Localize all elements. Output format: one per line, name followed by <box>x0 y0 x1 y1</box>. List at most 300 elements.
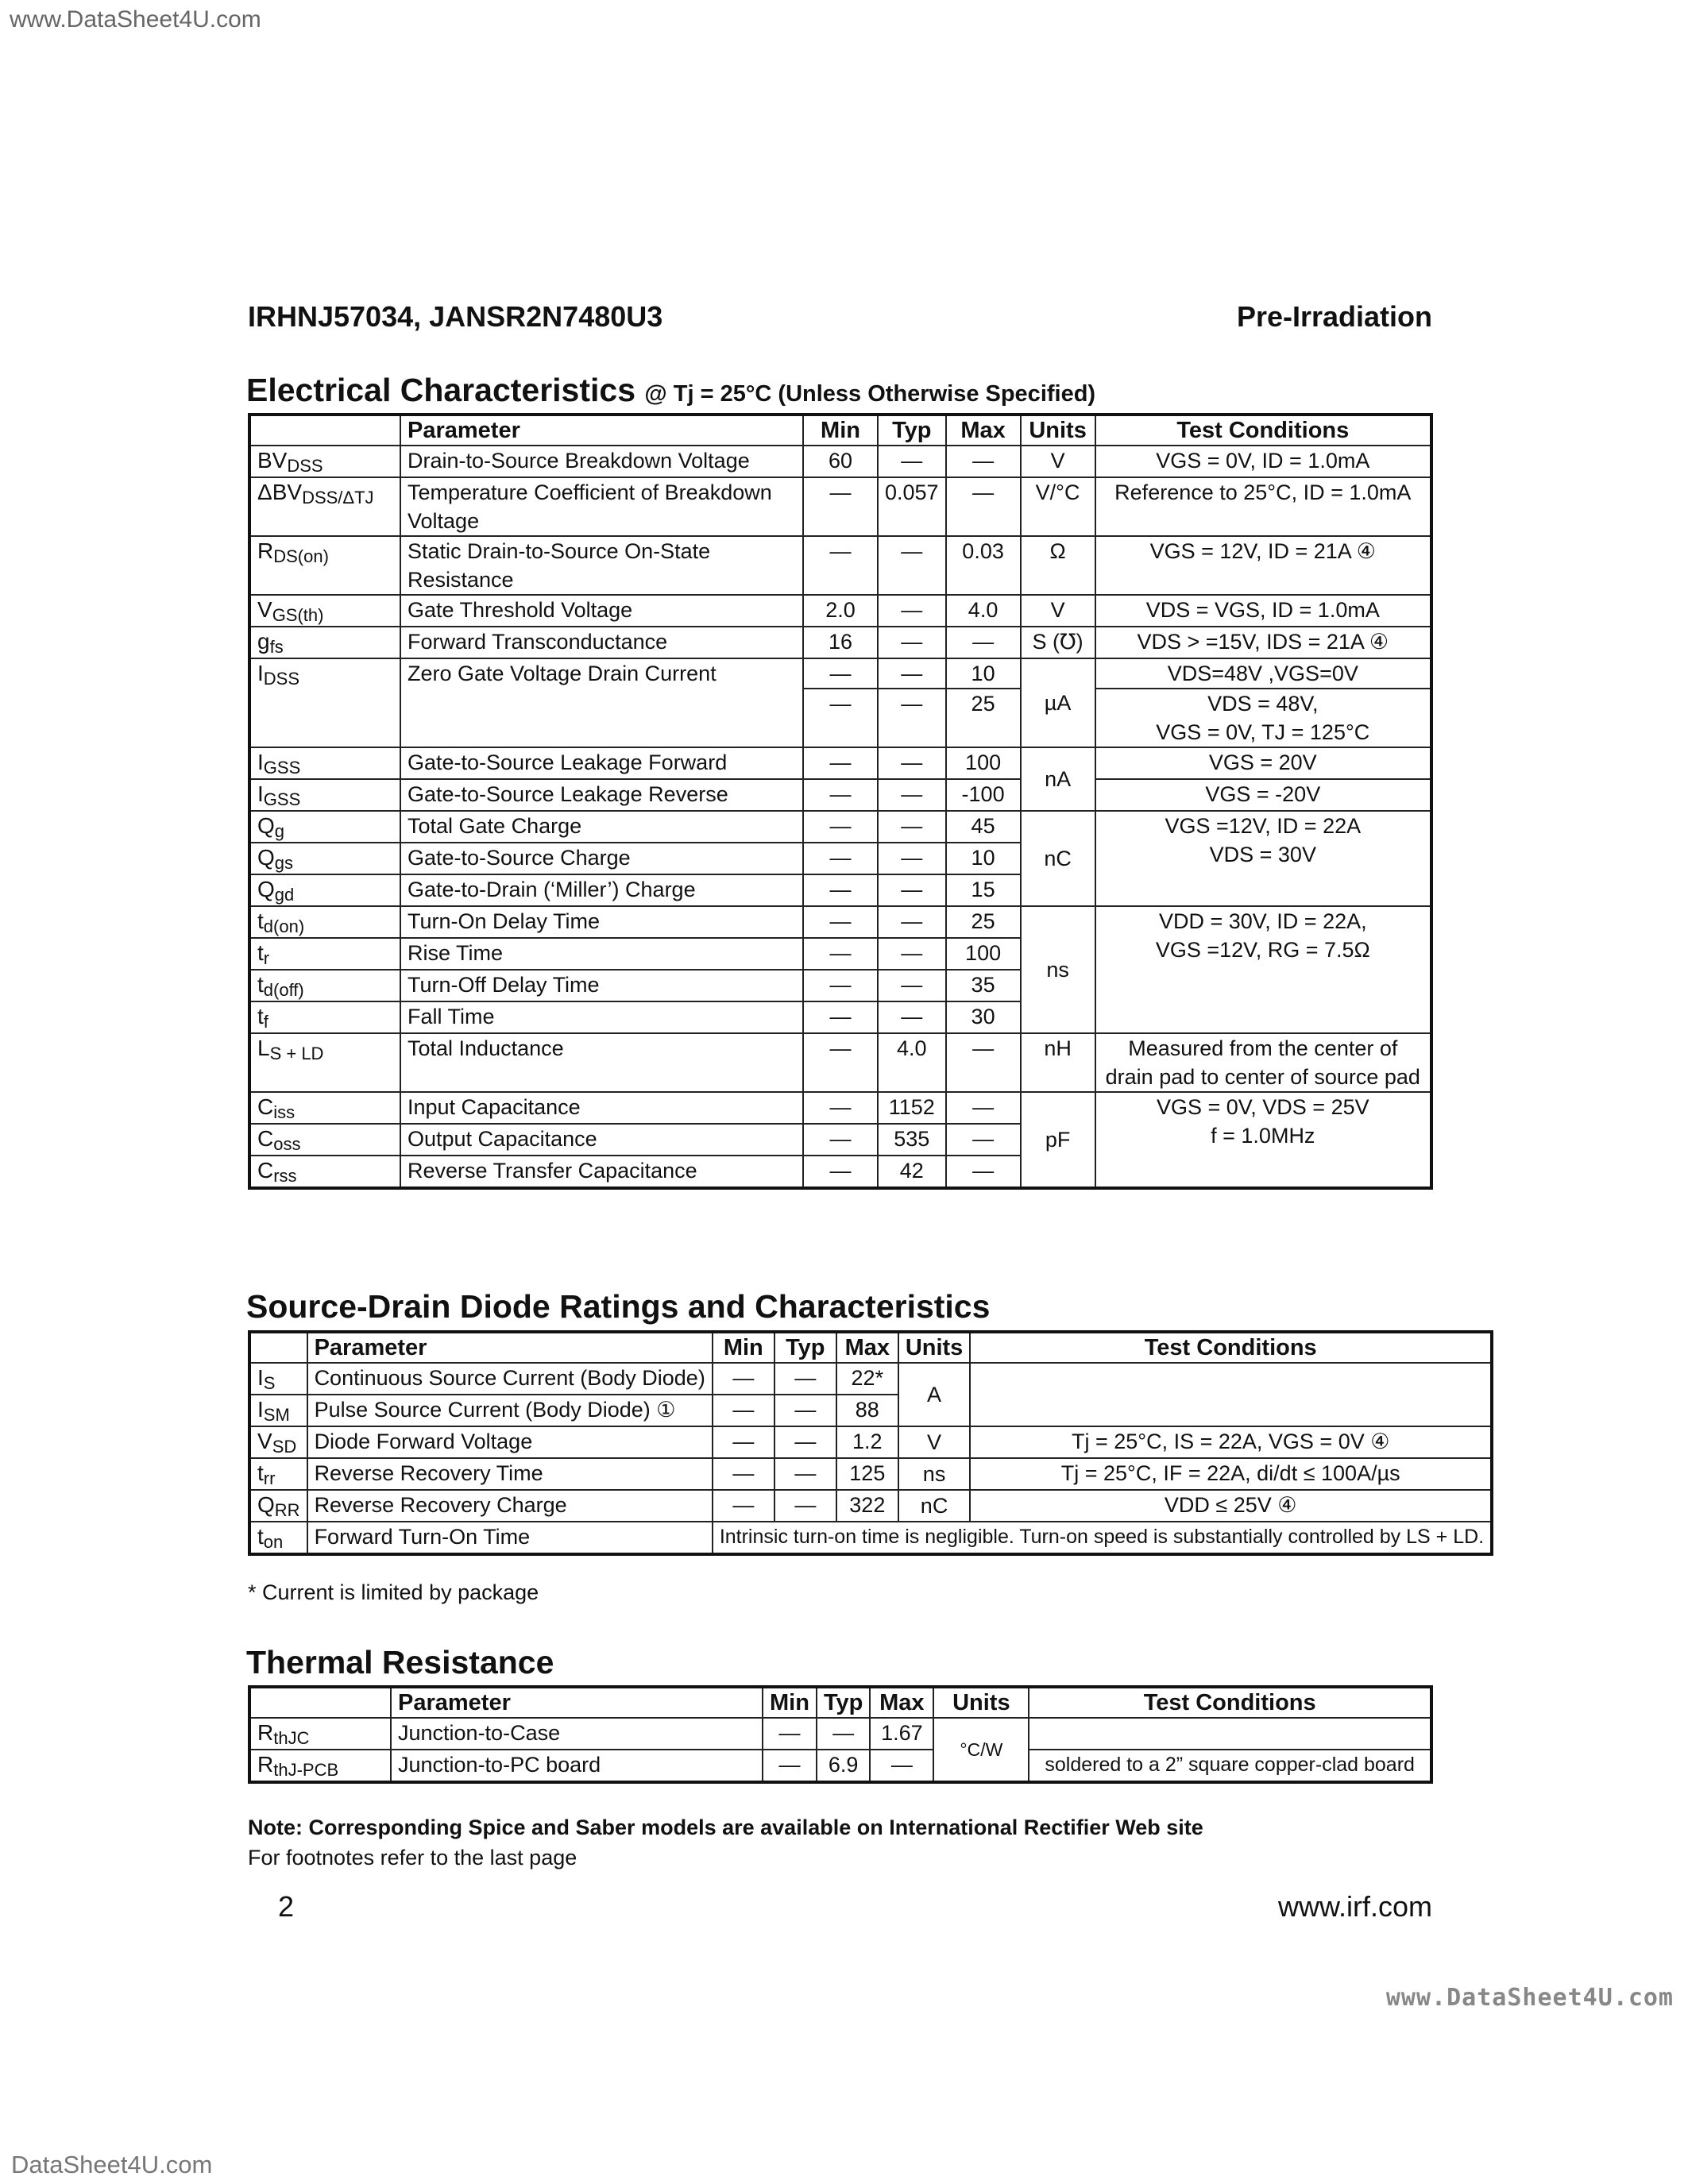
symbol: I <box>257 1397 264 1422</box>
typ-cell: — <box>817 1718 870 1750</box>
header-units: Units <box>898 1332 971 1363</box>
header-min: Min <box>803 415 878 446</box>
symbol: R <box>257 1720 274 1745</box>
max-cell: 1.67 <box>870 1718 933 1750</box>
symbol-cell <box>249 477 400 536</box>
symbol: V <box>257 1429 272 1453</box>
test-condition <box>970 1426 1492 1458</box>
typ-cell: — <box>878 595 946 627</box>
parameter-cell: Zero Gate Voltage Drain Current <box>400 658 803 747</box>
symbol-cell <box>249 1124 400 1156</box>
test-condition <box>1029 1718 1431 1750</box>
symbol: t <box>257 1524 264 1549</box>
table-row <box>249 1458 1492 1490</box>
parameter-cell: Gate-to-Source Leakage Reverse <box>400 779 803 811</box>
condition-line-2: f = 1.0MHz <box>1211 1124 1315 1148</box>
typ-cell: — <box>878 446 946 477</box>
typ-cell: 1152 <box>878 1092 946 1124</box>
units-cell: µA <box>1021 658 1095 747</box>
symbol: t <box>257 972 264 997</box>
symbol-cell <box>249 1718 391 1750</box>
units-cell: A <box>898 1363 971 1426</box>
parameter-cell: Reverse Transfer Capacitance <box>400 1156 803 1188</box>
symbol-cell <box>249 938 400 970</box>
min-cell: — <box>713 1395 774 1426</box>
symbol: t <box>257 1461 264 1485</box>
symbol-subscript: S + LD <box>269 1044 324 1063</box>
parameter-cell: Diode Forward Voltage <box>307 1426 713 1458</box>
note-footnotes: For footnotes refer to the last page <box>248 1846 577 1870</box>
condition-line: VDS = 48V, <box>1207 692 1319 716</box>
typ-cell: — <box>878 536 946 595</box>
header-max: Max <box>870 1687 933 1718</box>
table-row <box>249 779 1431 811</box>
electrical-characteristics-table <box>248 413 1433 1190</box>
parameter-cell: Drain-to-Source Breakdown Voltage <box>400 446 803 477</box>
units-cell: nC <box>898 1490 971 1522</box>
symbol-subscript: GS(th) <box>272 605 324 625</box>
symbol-subscript: rss <box>273 1166 297 1186</box>
header-row <box>249 1332 1492 1363</box>
header-test-conditions: Test Conditions <box>970 1332 1492 1363</box>
parameter-cell: Temperature Coefficient of Breakdown Voltage <box>400 477 803 536</box>
parameter-cell: Pulse Source Current (Body Diode) ① <box>307 1395 713 1426</box>
header-parameter: Parameter <box>400 415 803 446</box>
condition-line: soldered to a 2” square copper-clad board <box>1045 1754 1415 1776</box>
diode-table <box>248 1330 1493 1556</box>
symbol-subscript: RR <box>274 1500 300 1520</box>
header-min: Min <box>713 1332 774 1363</box>
units-cell: V <box>1021 446 1095 477</box>
units-cell: ns <box>1021 906 1095 1033</box>
max-cell: — <box>946 477 1021 536</box>
symbol: Q <box>257 813 275 838</box>
min-cell: — <box>803 1156 878 1188</box>
symbol: t <box>257 1004 264 1028</box>
condition-line: VDS > =15V, IDS = 21A ④ <box>1137 630 1389 654</box>
symbol: BV <box>257 448 288 473</box>
symbol-subscript: fs <box>269 637 284 657</box>
symbol-subscript: iss <box>273 1102 295 1122</box>
diode-title: Source-Drain Diode Ratings and Characteristics <box>246 1288 991 1325</box>
max-cell: 10 <box>946 843 1021 874</box>
symbol-cell <box>249 536 400 595</box>
test-condition <box>1095 658 1431 689</box>
header-typ: Typ <box>817 1687 870 1718</box>
symbol-subscript: DS(on) <box>273 546 329 566</box>
table-row <box>249 811 1431 843</box>
min-cell: — <box>803 477 878 536</box>
parameter-cell: Forward Transconductance <box>400 627 803 658</box>
units-cell: nA <box>1021 747 1095 811</box>
test-condition <box>970 1363 1492 1426</box>
min-cell: — <box>803 1092 878 1124</box>
test-condition <box>1095 536 1431 595</box>
min-cell: — <box>803 1001 878 1033</box>
units-cell: Ω <box>1021 536 1095 595</box>
typ-cell: — <box>878 938 946 970</box>
parameter-cell: Junction-to-Case <box>391 1718 763 1750</box>
min-cell: — <box>803 658 878 689</box>
table-row <box>249 446 1431 477</box>
parameter-cell: Reverse Recovery Time <box>307 1458 713 1490</box>
units-cell: ns <box>898 1458 971 1490</box>
symbol-subscript: f <box>263 1012 268 1032</box>
test-condition <box>1095 627 1431 658</box>
units-cell: nC <box>1021 811 1095 906</box>
symbol-subscript: gs <box>274 853 294 873</box>
page-number: 2 <box>278 1890 295 1923</box>
symbol-cell <box>249 1092 400 1124</box>
min-cell: — <box>713 1363 774 1395</box>
symbol-cell <box>249 747 400 779</box>
table-row <box>249 1718 1431 1750</box>
min-cell: 2.0 <box>803 595 878 627</box>
condition-line: VGS = 0V, VDS = 25V <box>1156 1095 1369 1119</box>
test-condition <box>1095 446 1431 477</box>
symbol: I <box>257 750 264 774</box>
header-units: Units <box>1021 415 1095 446</box>
symbol-cell <box>249 843 400 874</box>
min-cell: — <box>803 938 878 970</box>
symbol: V <box>257 597 272 622</box>
header-empty <box>249 415 400 446</box>
symbol: I <box>257 661 264 685</box>
table-row <box>249 595 1431 627</box>
symbol: Q <box>257 845 275 870</box>
min-cell: — <box>803 1124 878 1156</box>
typ-cell: — <box>774 1363 836 1395</box>
units-cell: pF <box>1021 1092 1095 1188</box>
symbol: I <box>257 1365 264 1390</box>
span-cell: Intrinsic turn-on time is negligible. Turn-on speed is substantially controlled by LS + LD. <box>713 1522 1492 1554</box>
symbol-cell <box>249 1522 307 1554</box>
symbol-cell <box>249 1395 307 1426</box>
table-row <box>249 1033 1431 1092</box>
parameter-cell: Gate Threshold Voltage <box>400 595 803 627</box>
typ-cell: — <box>878 658 946 689</box>
test-condition <box>1095 747 1431 779</box>
symbol-cell <box>249 1001 400 1033</box>
max-cell: 45 <box>946 811 1021 843</box>
condition-line: VDS = VGS, ID = 1.0mA <box>1145 598 1380 622</box>
condition-line-2: VDS = 30V <box>1209 843 1316 866</box>
header-typ: Typ <box>878 415 946 446</box>
symbol-cell <box>249 658 400 747</box>
min-cell: — <box>803 874 878 906</box>
symbol: t <box>257 940 264 965</box>
symbol-cell <box>249 779 400 811</box>
symbol: C <box>257 1094 274 1119</box>
watermark-top[interactable]: www.DataSheet4U.com <box>10 6 261 33</box>
condition-line: VGS =12V, ID = 22A <box>1165 814 1362 838</box>
symbol: L <box>257 1036 270 1060</box>
watermark-right[interactable]: www.DataSheet4U.com <box>1385 1984 1674 2012</box>
test-condition <box>1095 689 1431 747</box>
min-cell: — <box>803 906 878 938</box>
table-row <box>249 906 1431 938</box>
symbol-cell <box>249 1363 307 1395</box>
symbol-subscript: DSS <box>263 669 300 689</box>
min-cell: 60 <box>803 446 878 477</box>
thermal-title: Thermal Resistance <box>246 1644 554 1680</box>
symbol-subscript: SD <box>272 1437 297 1457</box>
parameter-cell: Gate-to-Drain (‘Miller’) Charge <box>400 874 803 906</box>
max-cell: 35 <box>946 970 1021 1001</box>
header-test-conditions: Test Conditions <box>1095 415 1431 446</box>
symbol-subscript: S <box>263 1373 276 1393</box>
typ-cell: — <box>878 1001 946 1033</box>
min-cell: — <box>803 811 878 843</box>
parameter-cell: Total Gate Charge <box>400 811 803 843</box>
symbol-subscript: thJC <box>273 1728 310 1748</box>
header-typ: Typ <box>774 1332 836 1363</box>
symbol-cell <box>249 1426 307 1458</box>
max-cell: 22* <box>836 1363 898 1395</box>
max-cell: 322 <box>836 1490 898 1522</box>
header-parameter: Parameter <box>307 1332 713 1363</box>
max-cell: 15 <box>946 874 1021 906</box>
typ-cell: 0.057 <box>878 477 946 536</box>
symbol: R <box>257 538 274 563</box>
parameter-cell: Turn-Off Delay Time <box>400 970 803 1001</box>
symbol-cell <box>249 595 400 627</box>
parameter-cell: Continuous Source Current (Body Diode) <box>307 1363 713 1395</box>
typ-cell: — <box>774 1458 836 1490</box>
table-row <box>249 536 1431 595</box>
min-cell: — <box>803 843 878 874</box>
max-cell: -100 <box>946 779 1021 811</box>
typ-cell: 6.9 <box>817 1750 870 1782</box>
max-cell: 125 <box>836 1458 898 1490</box>
max-cell: 30 <box>946 1001 1021 1033</box>
condition-line: VGS = 12V, ID = 21A ④ <box>1149 539 1376 563</box>
min-cell: — <box>803 536 878 595</box>
typ-cell: — <box>774 1490 836 1522</box>
symbol: t <box>257 909 264 933</box>
symbol: Q <box>257 1492 275 1517</box>
max-cell: 88 <box>836 1395 898 1426</box>
min-cell: — <box>713 1458 774 1490</box>
parameter-cell: Output Capacitance <box>400 1124 803 1156</box>
symbol-subscript: DSS <box>287 456 323 476</box>
symbol-subscript: on <box>263 1532 284 1552</box>
table-row <box>249 1490 1492 1522</box>
symbol-subscript: g <box>274 821 285 841</box>
table-row <box>249 477 1431 536</box>
max-cell: 1.2 <box>836 1426 898 1458</box>
max-cell: — <box>946 1156 1021 1188</box>
parameter-cell: Rise Time <box>400 938 803 970</box>
parameter-cell: Turn-On Delay Time <box>400 906 803 938</box>
condition-line: Reference to 25°C, ID = 1.0mA <box>1114 480 1412 504</box>
table-row <box>249 1363 1492 1395</box>
typ-cell: — <box>878 970 946 1001</box>
test-condition <box>1095 779 1431 811</box>
min-cell: — <box>763 1750 817 1782</box>
max-cell: 100 <box>946 747 1021 779</box>
condition-line: VDD ≤ 25V ④ <box>1164 1493 1297 1517</box>
table-row <box>249 1750 1431 1782</box>
min-cell: — <box>803 689 878 747</box>
symbol-cell <box>249 627 400 658</box>
condition-line: VGS = 0V, ID = 1.0mA <box>1156 449 1370 473</box>
thermal-table <box>248 1685 1433 1784</box>
symbol-subscript: GSS <box>263 758 301 778</box>
max-cell: — <box>946 1124 1021 1156</box>
test-condition <box>1095 1092 1431 1188</box>
condition-line-2: VGS =12V, RG = 7.5Ω <box>1155 938 1370 962</box>
test-condition <box>1095 595 1431 627</box>
condition-line-2: drain pad to center of source pad <box>1105 1065 1420 1089</box>
min-cell: — <box>803 747 878 779</box>
max-cell: 25 <box>946 906 1021 938</box>
parameter-cell: Fall Time <box>400 1001 803 1033</box>
symbol-subscript: d(on) <box>263 916 305 936</box>
typ-cell: — <box>878 747 946 779</box>
condition-line: VDD = 30V, ID = 22A, <box>1158 909 1367 933</box>
diode-footnote: * Current is limited by package <box>248 1580 539 1604</box>
symbol-subscript: gd <box>274 885 295 905</box>
table-row <box>249 747 1431 779</box>
test-condition <box>1095 477 1431 536</box>
header-test-conditions: Test Conditions <box>1029 1687 1431 1718</box>
units-cell: nH <box>1021 1033 1095 1092</box>
max-cell: — <box>946 446 1021 477</box>
typ-cell: — <box>878 843 946 874</box>
parameter-cell: Input Capacitance <box>400 1092 803 1124</box>
max-cell: 0.03 <box>946 536 1021 595</box>
typ-cell: — <box>878 779 946 811</box>
test-condition <box>970 1458 1492 1490</box>
parameter-cell: Total Inductance <box>400 1033 803 1092</box>
max-cell: 100 <box>946 938 1021 970</box>
elec-title: Electrical Characteristics @ Tj = 25°C (Unless Otherwise Specified) <box>246 372 1096 408</box>
parameter-cell: Reverse Recovery Charge <box>307 1490 713 1522</box>
condition-line: Tj = 25°C, IS = 22A, VGS = 0V ④ <box>1071 1430 1390 1453</box>
test-condition <box>1095 906 1431 1033</box>
max-cell: 4.0 <box>946 595 1021 627</box>
min-cell: 16 <box>803 627 878 658</box>
symbol: C <box>257 1158 274 1183</box>
parameter-cell: Static Drain-to-Source On-State Resistance <box>400 536 803 595</box>
symbol-cell <box>249 1033 400 1092</box>
typ-cell: — <box>878 689 946 747</box>
units-cell: V/°C <box>1021 477 1095 536</box>
parameter-cell: Gate-to-Source Leakage Forward <box>400 747 803 779</box>
table-row <box>249 627 1431 658</box>
condition-line: Tj = 25°C, IF = 22A, di/dt ≤ 100A/µs <box>1060 1461 1400 1485</box>
min-cell: — <box>713 1490 774 1522</box>
table-row <box>249 1522 1492 1554</box>
header-max: Max <box>836 1332 898 1363</box>
max-cell: — <box>946 627 1021 658</box>
elec-subtitle: @ Tj = 25°C (Unless Otherwise Specified) <box>644 381 1096 407</box>
condition-line: VGS = 20V <box>1208 751 1317 774</box>
typ-cell: 535 <box>878 1124 946 1156</box>
table-row <box>249 1092 1431 1124</box>
symbol-cell <box>249 1156 400 1188</box>
typ-cell: 4.0 <box>878 1033 946 1092</box>
symbol: Q <box>257 877 275 901</box>
typ-cell: — <box>878 874 946 906</box>
max-cell: — <box>946 1033 1021 1092</box>
note-spice: Note: Corresponding Spice and Saber models are available on International Rectifier Web site <box>248 1815 1203 1839</box>
symbol-subscript: DSS/ΔTJ <box>302 488 374 507</box>
test-condition <box>1029 1750 1431 1782</box>
symbol-cell <box>249 1490 307 1522</box>
header-max: Max <box>946 415 1021 446</box>
watermark-bottom[interactable]: DataSheet4U.com <box>11 2151 213 2178</box>
test-condition <box>1095 811 1431 906</box>
condition-line-2: VGS = 0V, TJ = 125°C <box>1156 720 1370 744</box>
symbol-cell <box>249 446 400 477</box>
typ-cell: — <box>878 811 946 843</box>
table-row <box>249 658 1431 689</box>
min-cell: — <box>763 1718 817 1750</box>
test-condition <box>1095 1033 1431 1092</box>
condition-line: VGS = -20V <box>1205 782 1321 806</box>
symbol-cell <box>249 874 400 906</box>
min-cell: — <box>713 1426 774 1458</box>
status-label: Pre-Irradiation <box>1236 300 1432 333</box>
header-empty <box>249 1687 391 1718</box>
symbol: C <box>257 1126 274 1151</box>
symbol: g <box>257 629 270 654</box>
header-row <box>249 1687 1431 1718</box>
typ-cell: — <box>774 1426 836 1458</box>
header-row <box>249 415 1431 446</box>
symbol-subscript: r <box>263 948 270 968</box>
units-cell: V <box>1021 595 1095 627</box>
units-cell: S (℧) <box>1021 627 1095 658</box>
symbol-cell <box>249 1750 391 1782</box>
max-cell: 10 <box>946 658 1021 689</box>
symbol: R <box>257 1752 274 1777</box>
symbol-cell <box>249 811 400 843</box>
part-number: IRHNJ57034, JANSR2N7480U3 <box>248 300 663 333</box>
symbol: I <box>257 781 264 806</box>
units-cell: °C/W <box>933 1718 1029 1782</box>
symbol-cell <box>249 906 400 938</box>
header-units: Units <box>933 1687 1029 1718</box>
parameter-cell: Junction-to-PC board <box>391 1750 763 1782</box>
header-parameter: Parameter <box>391 1687 763 1718</box>
symbol-subscript: rr <box>263 1468 276 1488</box>
min-cell: — <box>803 970 878 1001</box>
symbol-subscript: GSS <box>263 789 301 809</box>
condition-line: VDS=48V ,VGS=0V <box>1167 662 1358 685</box>
symbol-subscript: SM <box>263 1405 290 1425</box>
max-cell: — <box>870 1750 933 1782</box>
parameter-cell: Gate-to-Source Charge <box>400 843 803 874</box>
symbol: ΔBV <box>257 480 303 504</box>
typ-cell: 42 <box>878 1156 946 1188</box>
parameter-cell: Forward Turn-On Time <box>307 1522 713 1554</box>
symbol-subscript: d(off) <box>263 980 304 1000</box>
header-empty <box>249 1332 307 1363</box>
max-cell: — <box>946 1092 1021 1124</box>
min-cell: — <box>803 779 878 811</box>
min-cell: — <box>803 1033 878 1092</box>
symbol-cell <box>249 1458 307 1490</box>
symbol-cell <box>249 970 400 1001</box>
footer-url[interactable]: www.irf.com <box>1277 1890 1432 1923</box>
typ-cell: — <box>774 1395 836 1426</box>
header-min: Min <box>763 1687 817 1718</box>
typ-cell: — <box>878 906 946 938</box>
typ-cell: — <box>878 627 946 658</box>
